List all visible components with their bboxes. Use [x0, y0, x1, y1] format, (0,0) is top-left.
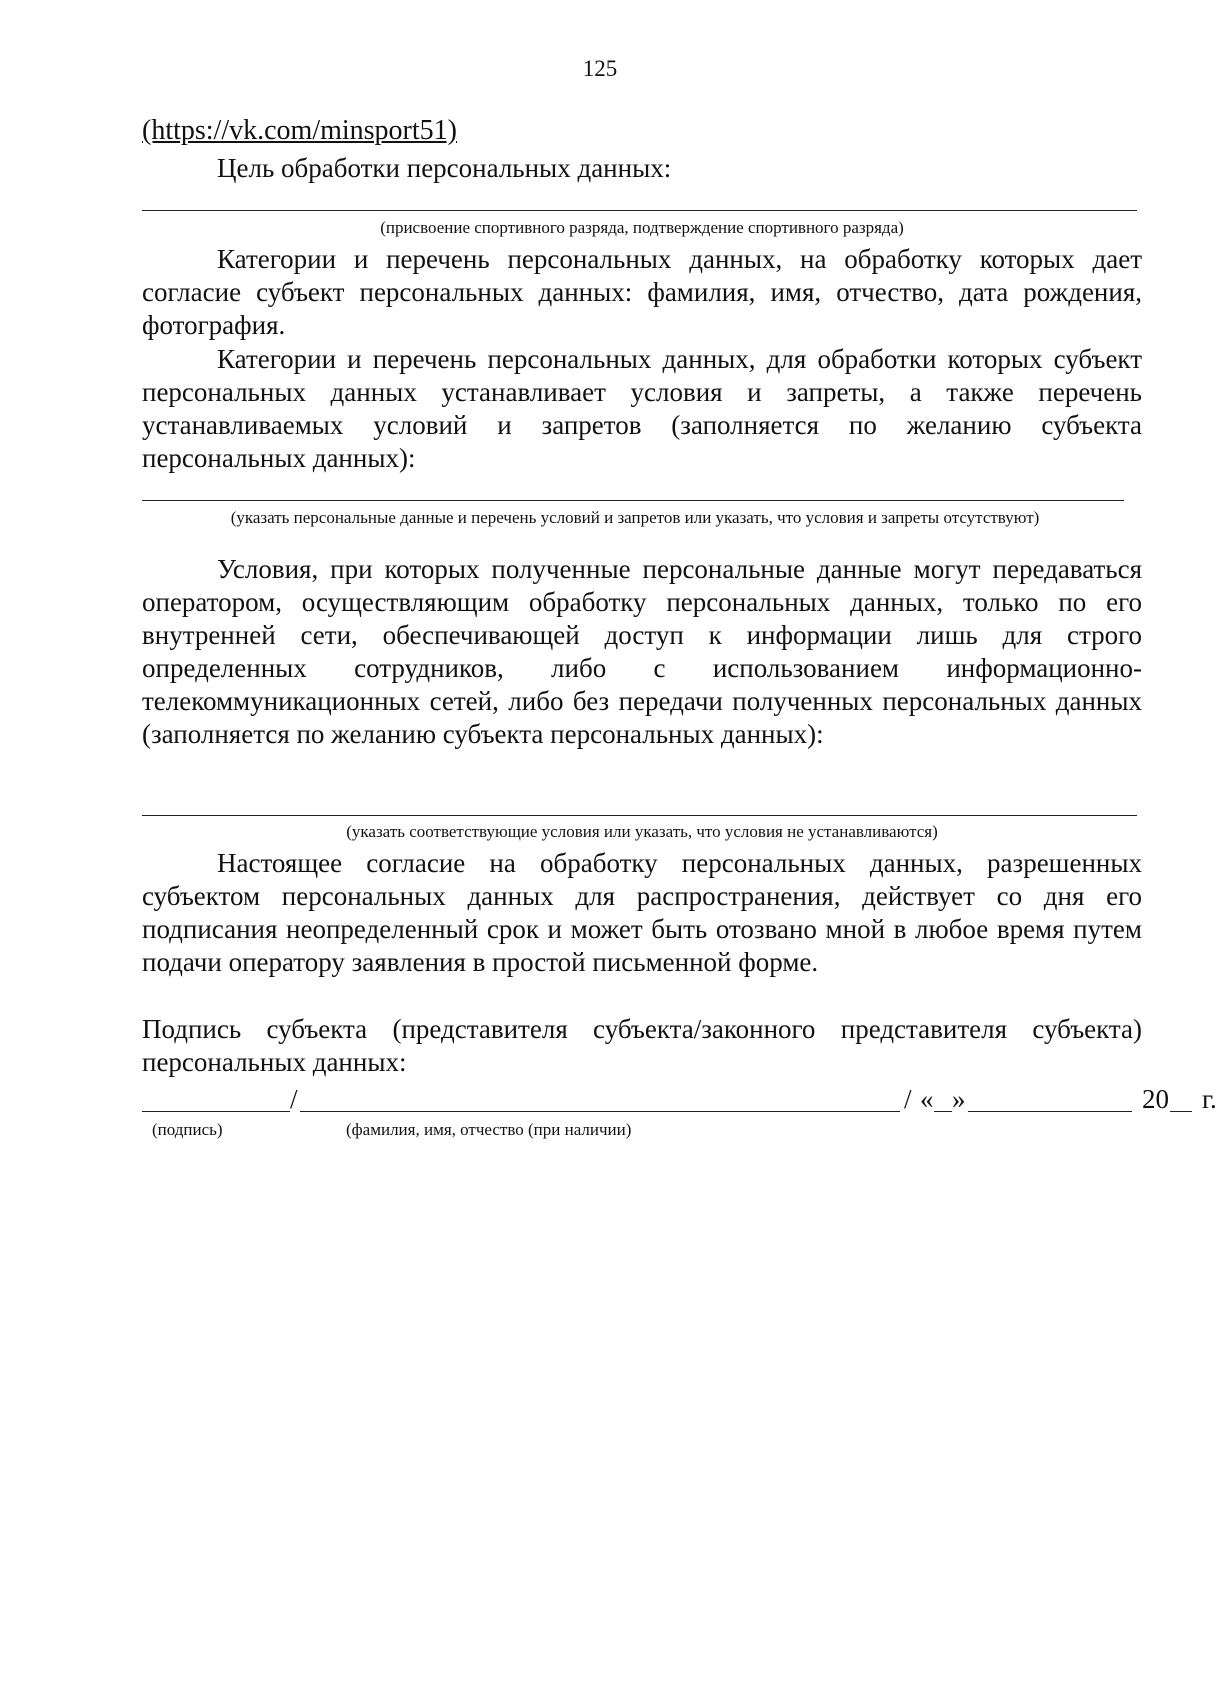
conditions-paragraph: Условия, при которых полученные персональные данные могут передаваться оператором, осуществляющим обработку персональных данных, только по его внутренней сети, обеспечивающей доступ к информации лишь для строго определенных сотрудников, либо с использованием информационно-телекоммуникационных сетей, либо без передачи полученных персональных данных (заполняется по желанию субъекта персональных данных): [142, 554, 1142, 749]
year-blank[interactable] [1170, 1111, 1192, 1112]
restrictions-paragraph: Категории и перечень персональных данных, для обработки которых субъект персональных данных устанавливает условия и запреты, а также перечень устанавливаемых условий и запретов (заполняется по желанию субъекта персональных данных): [142, 344, 1142, 473]
year-prefix: 20 [1142, 1084, 1169, 1114]
month-blank[interactable] [968, 1111, 1132, 1112]
page-number: 125 [582, 56, 618, 81]
restrictions-caption: (указать персональные данные и перечень условий и запретов или указать, что условия и запреты отсутствуют) [230, 508, 1040, 527]
year-suffix: г. [1202, 1084, 1217, 1114]
categories-paragraph: Категории и перечень персональных данных, на обработку которых дает согласие субъект персональных данных: фамилия, имя, отчество, дата рождения, фотография. [142, 244, 1142, 340]
date-quote-open: « [920, 1084, 934, 1114]
purpose-caption: (присвоение спортивного разряда, подтверждение спортивного разряда) [380, 218, 904, 237]
full-name-caption: (фамилия, имя, отчество (при наличии) [346, 1120, 632, 1139]
vk-link[interactable]: (https://vk.com/minsport51) [142, 115, 457, 146]
signature-line [142, 1083, 1217, 1117]
validity-paragraph: Настоящее согласие на обработку персональных данных, разрешенных субъектом персональных данных для распространения, действует со дня его подписания неопределенный срок и может быть отозвано мной в любое время путем подачи оператору заявления в простой письменной форме. [142, 848, 1142, 977]
signature-slash-1: / [290, 1084, 298, 1114]
purpose-fill-line[interactable] [142, 210, 1137, 211]
signature-paragraph: Подпись субъекта (представителя субъекта/законного представителя субъекта) персональных данных: [142, 1014, 1142, 1077]
date-quote-close: » [952, 1084, 966, 1114]
signature-caption: (подпись) [152, 1120, 223, 1139]
signature-blank[interactable] [142, 1111, 290, 1112]
conditions-fill-line[interactable] [142, 815, 1137, 816]
day-blank[interactable] [934, 1111, 952, 1112]
purpose-label: Цель обработки персональных данных: [217, 153, 672, 183]
restrictions-fill-line[interactable] [142, 500, 1124, 501]
conditions-caption: (указать соответствующие условия или указать, что условия не устанавливаются) [346, 822, 938, 841]
full-name-blank[interactable] [300, 1111, 900, 1112]
signature-slash-2: / [904, 1084, 912, 1114]
